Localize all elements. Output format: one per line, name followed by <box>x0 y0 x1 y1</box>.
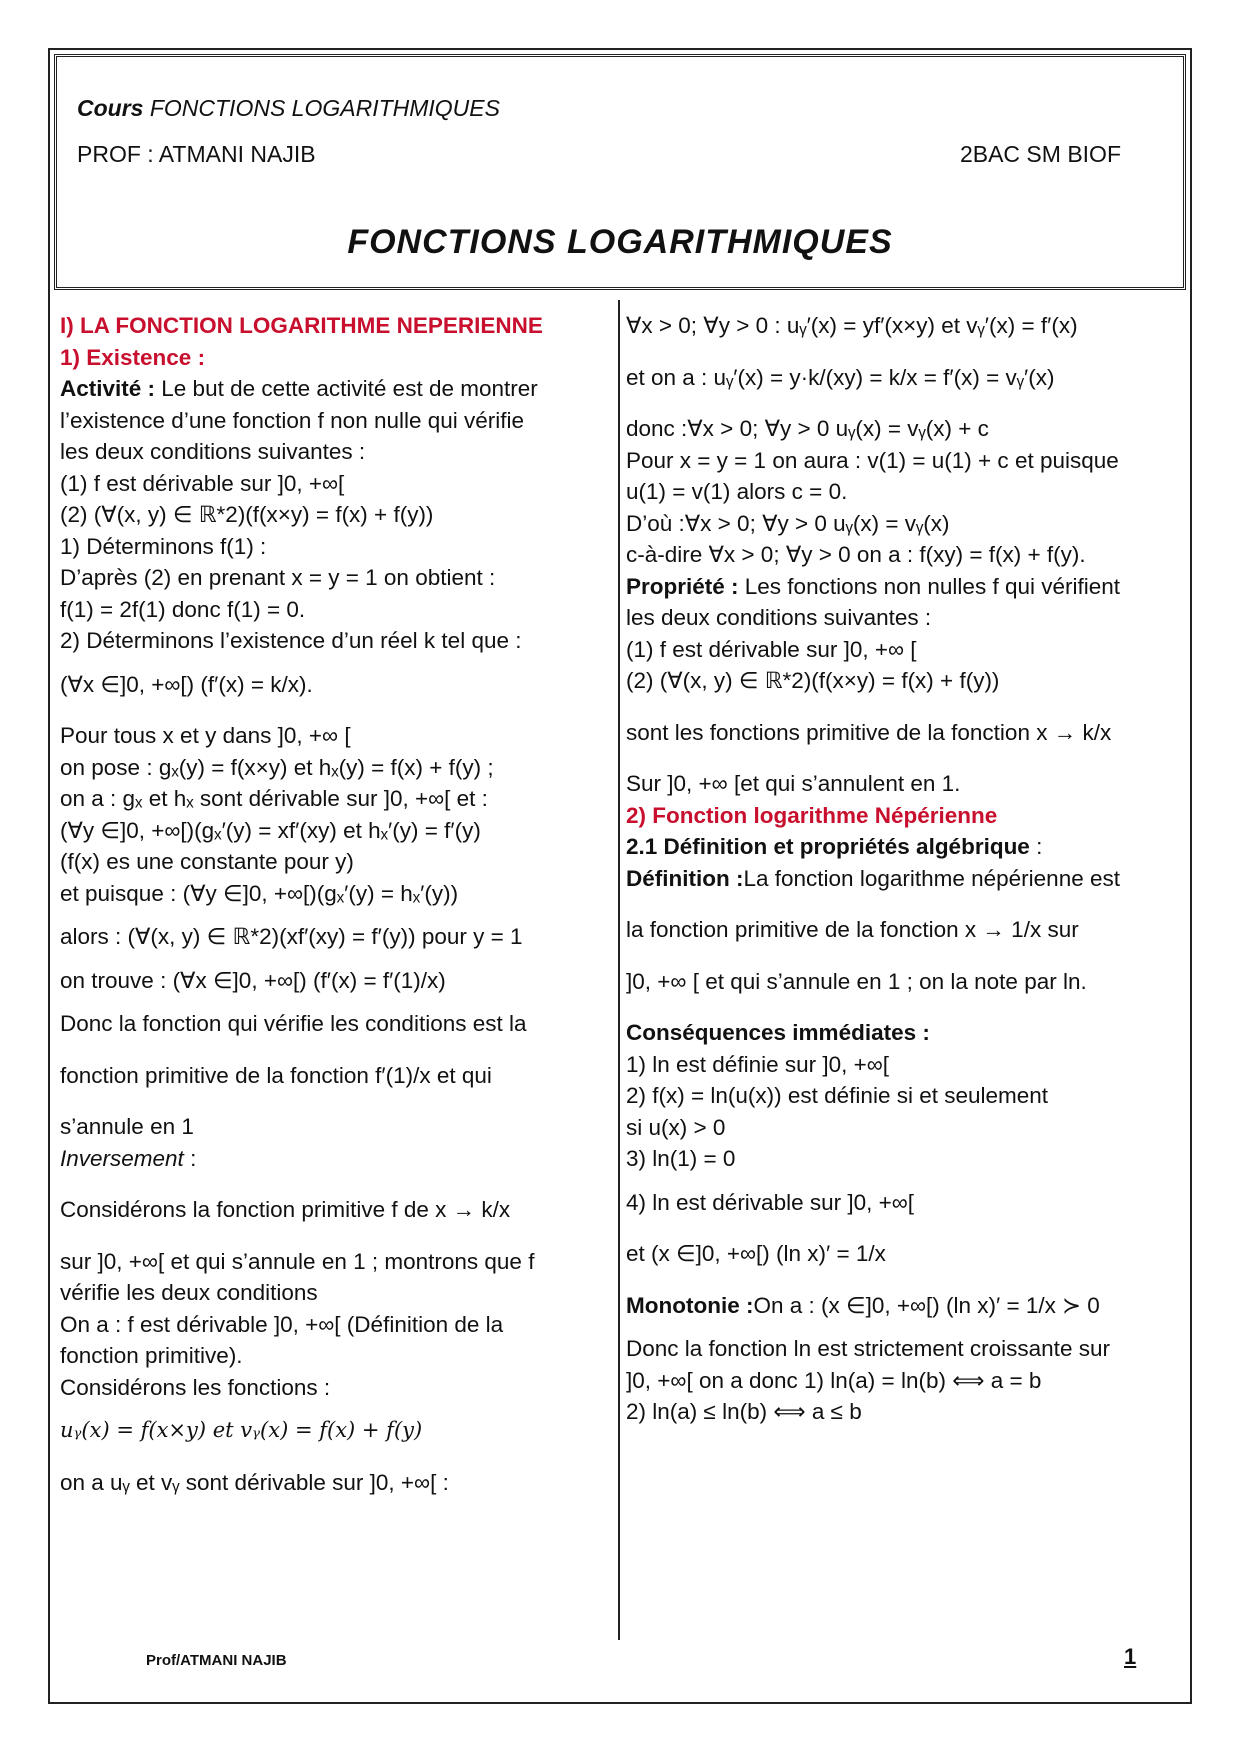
text-line: 4) ln est dérivable sur ]0, +∞[ <box>626 1189 915 1215</box>
formula-line: alors : (∀(x, y) ∈ ℝ*2)(xf′(xy) = f′(y)) pour y = 1 <box>60 924 523 949</box>
text-line: 2) f(x) = ln(u(x)) est définie si et seulement <box>626 1083 1049 1108</box>
text-line: si u(x) > 0 <box>626 1114 726 1140</box>
formula-line: donc :∀x > 0; ∀y > 0 uᵧ(x) = vᵧ(x) + c <box>626 416 989 441</box>
text-line: sur ]0, +∞[ et qui s’annule en 1 ; montrons que f <box>60 1248 535 1274</box>
text-line: On a : f est dérivable ]0, +∞[ (Définition de la <box>60 1311 504 1337</box>
section-title: I) LA FONCTION LOGARITHME NEPERIENNE <box>60 313 543 338</box>
formula-line: la fonction primitive de la fonction x → 1/x sur <box>626 917 1079 942</box>
text-line: Donc la fonction qui vérifie les conditions est la <box>60 1011 527 1036</box>
page-title: FONCTIONS LOGARITHMIQUES <box>347 223 893 261</box>
monotonie-line: Monotonie :On a : (x ∈]0, +∞[) (ln x)′ = 1/x ≻ 0 <box>626 1292 1100 1318</box>
formula-line: Considérons la fonction primitive f de x → k/x <box>60 1197 511 1222</box>
property-line: Propriété : Les fonctions non nulles f qui vérifient <box>626 573 1121 599</box>
formula-line: et puisque : (∀y ∈]0, +∞[)(gₓ′(y) = hₓ′(y)) <box>60 880 459 906</box>
text-line: on a : gₓ et hₓ sont dérivable sur ]0, +∞[ et : <box>60 786 488 811</box>
text-line: (2) (∀(x, y) ∈ ℝ*2)(f(x×y) = f(x) + f(y)) <box>60 502 434 527</box>
column-divider <box>618 300 620 1640</box>
formula-line: sont les fonctions primitive de la fonction x → k/x <box>626 719 1112 745</box>
formula-line: on trouve : (∀x ∈]0, +∞[) (f′(x) = f′(1)/x) <box>60 967 446 993</box>
formula-line: (∀x ∈]0, +∞[) (f′(x) = k/x). <box>60 671 313 697</box>
formula-line: c-à-dire ∀x > 0; ∀y > 0 on a : f(xy) = f(x) + f(y). <box>626 542 1086 567</box>
formula-line: (2) (∀(x, y) ∈ ℝ*2)(f(x×y) = f(x) + f(y)) <box>626 668 1000 693</box>
text-line: Sur ]0, +∞ [et qui s’annulent en 1. <box>626 771 961 796</box>
text-line: 2) Déterminons l’existence d’un réel k tel que : <box>60 628 522 653</box>
text-line: u(1) = v(1) alors c = 0. <box>626 479 848 504</box>
page-number: 1 <box>1124 1644 1137 1669</box>
right-column <box>626 310 1186 1428</box>
activity-line: Activité : Le but de cette activité est de montrer <box>60 376 538 401</box>
formula-line: fonction primitive de la fonction f′(1)/x et qui <box>60 1062 492 1088</box>
text-line: Pour x = y = 1 on aura : v(1) = u(1) + c et puisque <box>626 447 1119 473</box>
text-line: (f(x) es une constante pour y) <box>60 849 354 874</box>
prof-name: PROF : ATMANI NAJIB <box>77 141 316 167</box>
text-line: vérifie les deux conditions <box>60 1280 318 1305</box>
text-line: on a uᵧ et vᵧ sont dérivable sur ]0, +∞[ : <box>60 1469 449 1495</box>
text-line: Inversement : <box>60 1145 197 1171</box>
definition-line: Définition :La fonction logarithme népérienne est <box>626 865 1120 891</box>
class-level: 2BAC SM BIOF <box>959 141 1121 167</box>
subsection-neperian-log: 2) Fonction logarithme Népérienne <box>626 802 998 828</box>
text-line: 3) ln(1) = 0 <box>626 1146 736 1171</box>
subsection-existence: 1) Existence : <box>60 344 206 370</box>
footer-author: Prof/ATMANI NAJIB <box>146 1652 287 1669</box>
formula-line: ]0, +∞[ on a donc 1) ln(a) = ln(b) ⟺ a = b <box>626 1367 1042 1393</box>
text-line: (1) f est dérivable sur ]0, +∞[ <box>60 470 345 496</box>
header-box <box>54 54 1186 290</box>
text-line: ]0, +∞ [ et qui s’annule en 1 ; on la note par ln. <box>626 968 1087 994</box>
text-line: s’annule en 1 <box>60 1114 194 1139</box>
text-line: f(1) = 2f(1) donc f(1) = 0. <box>60 596 306 622</box>
formula-line: et (x ∈]0, +∞[) (ln x)′ = 1/x <box>626 1241 886 1266</box>
formula-line: et on a : uᵧ′(x) = y·k/(xy) = k/x = f′(x) = vᵧ′(x) <box>626 364 1055 390</box>
text-line: Pour tous x et y dans ]0, +∞ [ <box>60 723 351 748</box>
formula-line: on pose : gₓ(y) = f(x×y) et hₓ(y) = f(x) + f(y) ; <box>60 754 494 780</box>
text-line: Considérons les fonctions : <box>60 1374 331 1400</box>
course-line: Cours FONCTIONS LOGARITHMIQUES <box>77 95 500 121</box>
formula-line: ∀x > 0; ∀y > 0 : uᵧ′(x) = yf′(x×y) et vᵧ′(x) = f′(x) <box>626 313 1078 338</box>
formula-line: D’où :∀x > 0; ∀y > 0 uᵧ(x) = vᵧ(x) <box>626 510 950 536</box>
text-line: Donc la fonction ln est strictement croissante sur <box>626 1336 1110 1361</box>
text-line: les deux conditions suivantes : <box>60 439 366 464</box>
text-line: 1) ln est définie sur ]0, +∞[ <box>626 1051 890 1077</box>
left-column <box>60 310 610 1498</box>
consequences-heading: Conséquences immédiates : <box>626 1020 930 1045</box>
formula-line: (∀y ∈]0, +∞[)(gₓ′(y) = xf′(xy) et hₓ′(y) = f′(y) <box>60 817 481 843</box>
text-line: (1) f est dérivable sur ]0, +∞ [ <box>626 636 917 662</box>
formula-line: 2) ln(a) ≤ ln(b) ⟺ a ≤ b <box>626 1399 862 1424</box>
text-line: les deux conditions suivantes : <box>626 605 932 630</box>
subheading-line: 2.1 Définition et propriétés algébrique : <box>626 834 1043 859</box>
text-line: 1) Déterminons f(1) : <box>60 533 267 559</box>
text-line: D’après (2) en prenant x = y = 1 on obtient : <box>60 565 496 590</box>
text-line: l’existence d’une fonction f non nulle qui vérifie <box>60 407 525 433</box>
formula-line: uᵧ(x) = f(x×y) et vᵧ(x) = f(x) + f(y) <box>60 1418 423 1442</box>
text-line: fonction primitive). <box>60 1343 243 1368</box>
